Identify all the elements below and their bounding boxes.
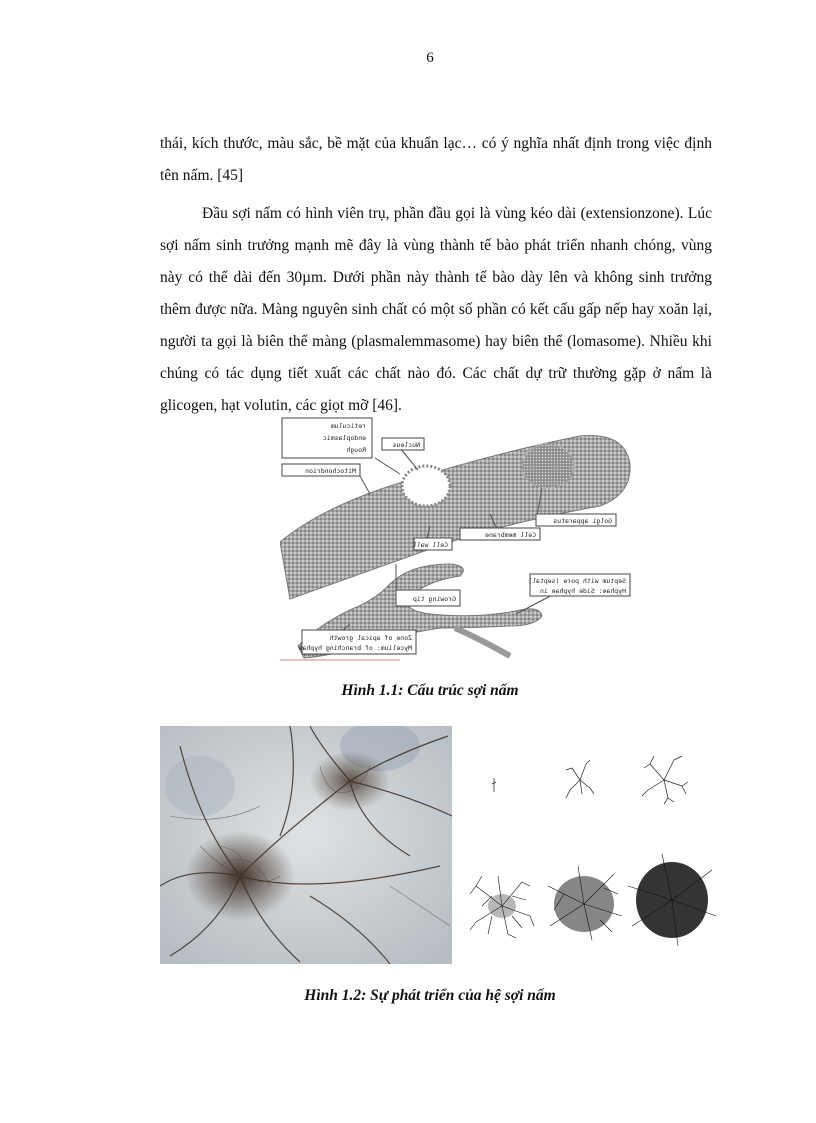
label-er-3: Rough xyxy=(346,446,366,454)
label-septum-1: Septum with pore (septal) xyxy=(528,577,626,585)
label-nucleus: Nucleus xyxy=(392,441,420,449)
label-cell-membrane: Cell membrane xyxy=(485,531,536,539)
mycelium-micrograph xyxy=(160,726,452,964)
label-branch-2: Mycelium: of branching hyphae xyxy=(298,644,412,652)
label-golgi: Golgi apparatus xyxy=(553,517,612,525)
label-mitochondrion: Mitochondrion xyxy=(305,467,356,475)
nucleus-shape xyxy=(402,466,450,506)
label-growing-tip: Growing tip xyxy=(412,595,456,603)
paragraph-1: thái, kích thước, màu sắc, bề mặt của khuẩn lạc… có ý nghĩa nhất định trong việc định tên nấm. [45] xyxy=(160,135,712,184)
paragraph-2: Đầu sợi nấm có hình viên trụ, phần đầu gọi là vùng kéo dài (extensionzone). Lúc sợi nấm sinh trưởng mạnh mẽ đây là vùng thành tế bào phát triển nhanh chóng, vùng này có thể dài đến 30µm. Dưới phần này thành tế bào dày lên và không sinh trưởng thêm được nữa. Màng nguyên sinh chất có một số phần có kết cấu gấp nếp hay xoăn lại, người ta gọi là biên thể màng (plasmalemmasome) hay biên thể (lomasome). Nhiều khi chúng có tác dụng tiết xuất các chất nào đó. Các chất dự trữ thường gặp ở nấm là glicogen, hạt volutin, các giọt mỡ [46]. xyxy=(160,205,712,414)
figure-1-caption: Hình 1.1: Cấu trúc sợi nấm xyxy=(341,682,519,699)
label-branch-1: Zone of apical growth xyxy=(329,634,412,642)
label-cell-wall: Cell wall xyxy=(412,541,448,549)
page-number: 6 xyxy=(426,50,434,66)
label-septum-2: Hyphae: Side hyphae in xyxy=(539,587,626,595)
figure-2-caption: Hình 1.2: Sự phát triển của hệ sợi nấm xyxy=(304,987,556,1004)
mycelium-growth-stages xyxy=(462,740,720,956)
label-er-2: endoplasmic xyxy=(322,434,366,442)
hypha-structure-diagram xyxy=(280,414,642,662)
label-er-1: reticulum xyxy=(330,422,366,430)
golgi-shape xyxy=(522,444,574,488)
